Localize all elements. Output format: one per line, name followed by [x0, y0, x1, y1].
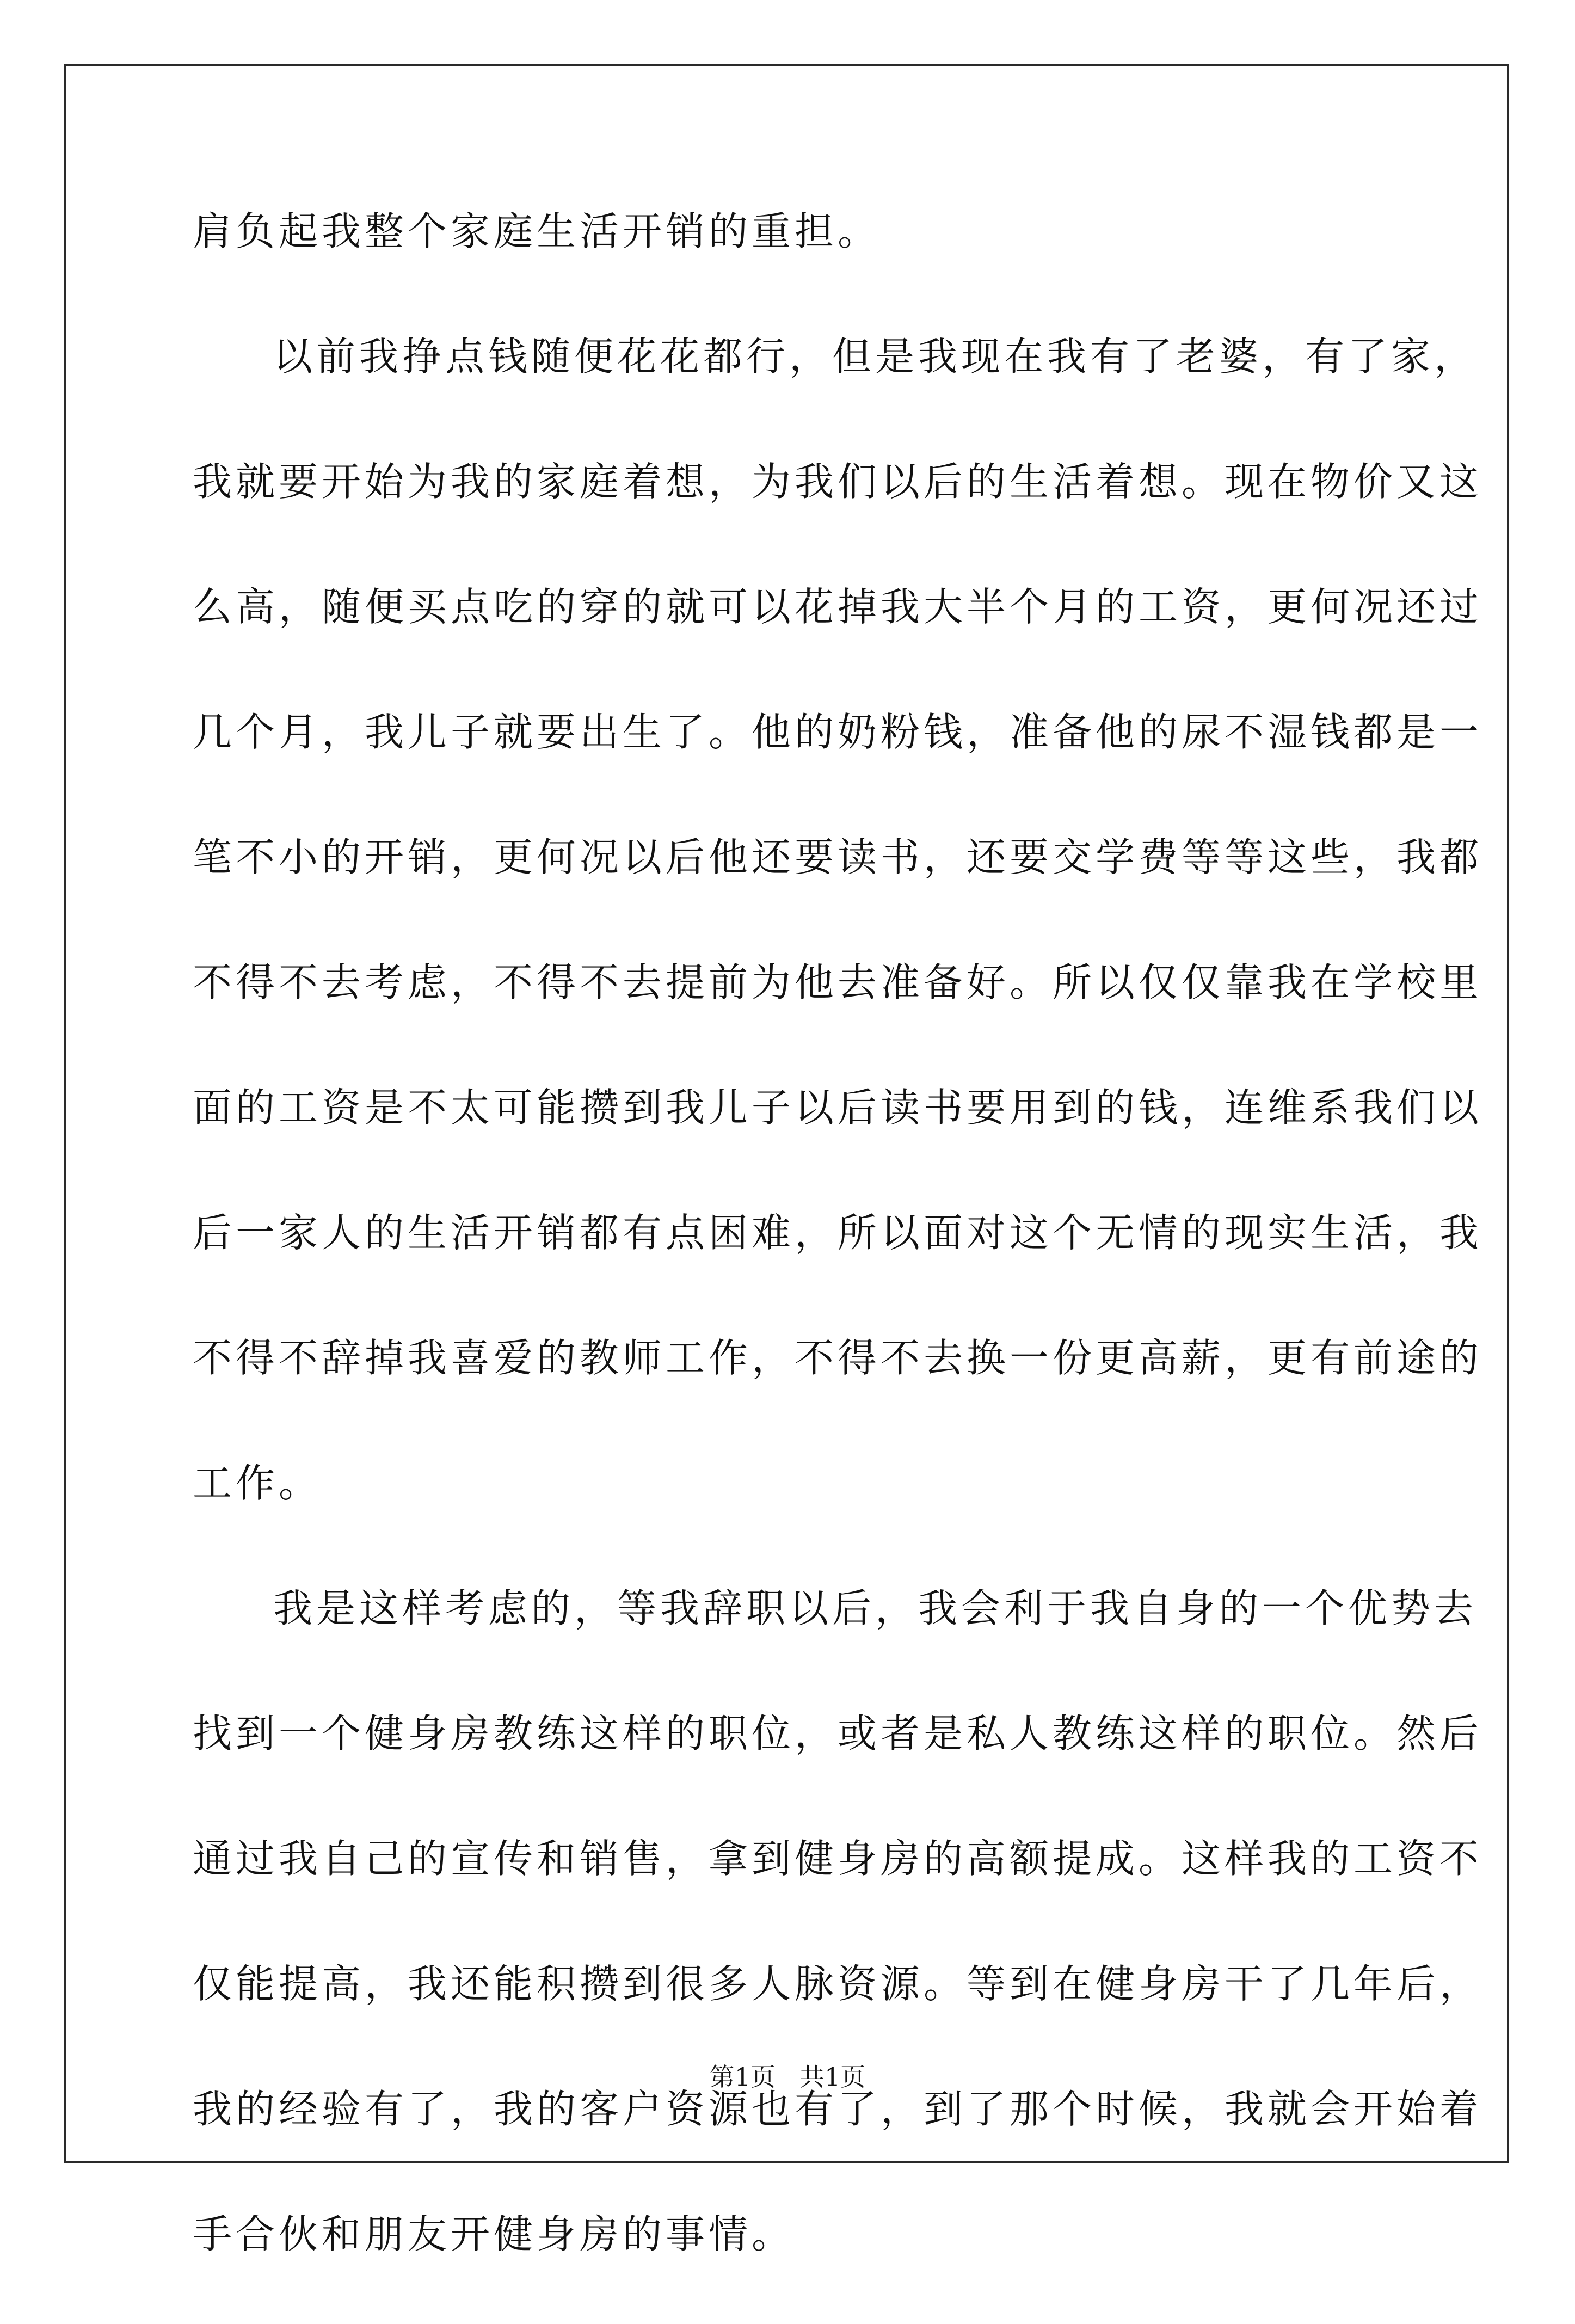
text-line: 我是这样考虑的，等我辞职以后，我会利于我自身的一个优势去 [273, 1585, 1478, 1631]
page-footer [0, 2062, 1575, 2092]
text-line: 手合伙和朋友开健身房的事情。 [193, 2211, 795, 2257]
document-body [193, 196, 1483, 2324]
text-line: 面的工资是不太可能攒到我儿子以后读书要用到的钱，连维系我们以 [193, 1085, 1483, 1130]
text-line: 不得不辞掉我喜爱的教师工作，不得不去换一份更高薪，更有前途的 [193, 1335, 1483, 1381]
text-line: 找到一个健身房教练这样的职位，或者是私人教练这样的职位。然后 [193, 1711, 1483, 1756]
text-line: 不得不去考虑，不得不去提前为他去准备好。所以仅仅靠我在学校里 [193, 960, 1483, 1005]
page-number: 第1页 [709, 2062, 776, 2092]
text-line: 肩负起我整个家庭生活开销的重担。 [193, 208, 881, 254]
text-line: 工作。 [193, 1460, 322, 1506]
page-total: 共1页 [799, 2062, 866, 2092]
text-line: 仅能提高，我还能积攒到很多人脉资源。等到在健身房干了几年后， [193, 1961, 1483, 2007]
text-line: 通过我自己的宣传和销售，拿到健身房的高额提成。这样我的工资不 [193, 1836, 1483, 1882]
text-line: 后一家人的生活开销都有点困难，所以面对这个无情的现实生活，我 [193, 1210, 1483, 1256]
text-line: 几个月，我儿子就要出生了。他的奶粉钱，准备他的尿不湿钱都是一 [193, 709, 1483, 755]
text-line: 么高，随便买点吃的穿的就可以花掉我大半个月的工资，更何况还过 [193, 584, 1483, 630]
text-line: 以前我挣点钱随便花花都行，但是我现在我有了老婆，有了家， [273, 334, 1478, 379]
text-line: 我就要开始为我的家庭着想，为我们以后的生活着想。现在物价又这 [193, 459, 1483, 505]
footer-gap [776, 2062, 799, 2092]
text-line: 我的经验有了，我的客户资源也有了，到了那个时候，我就会开始着 [193, 2086, 1483, 2132]
text-line: 笔不小的开销，更何况以后他还要读书，还要交学费等等这些，我都 [193, 834, 1483, 880]
